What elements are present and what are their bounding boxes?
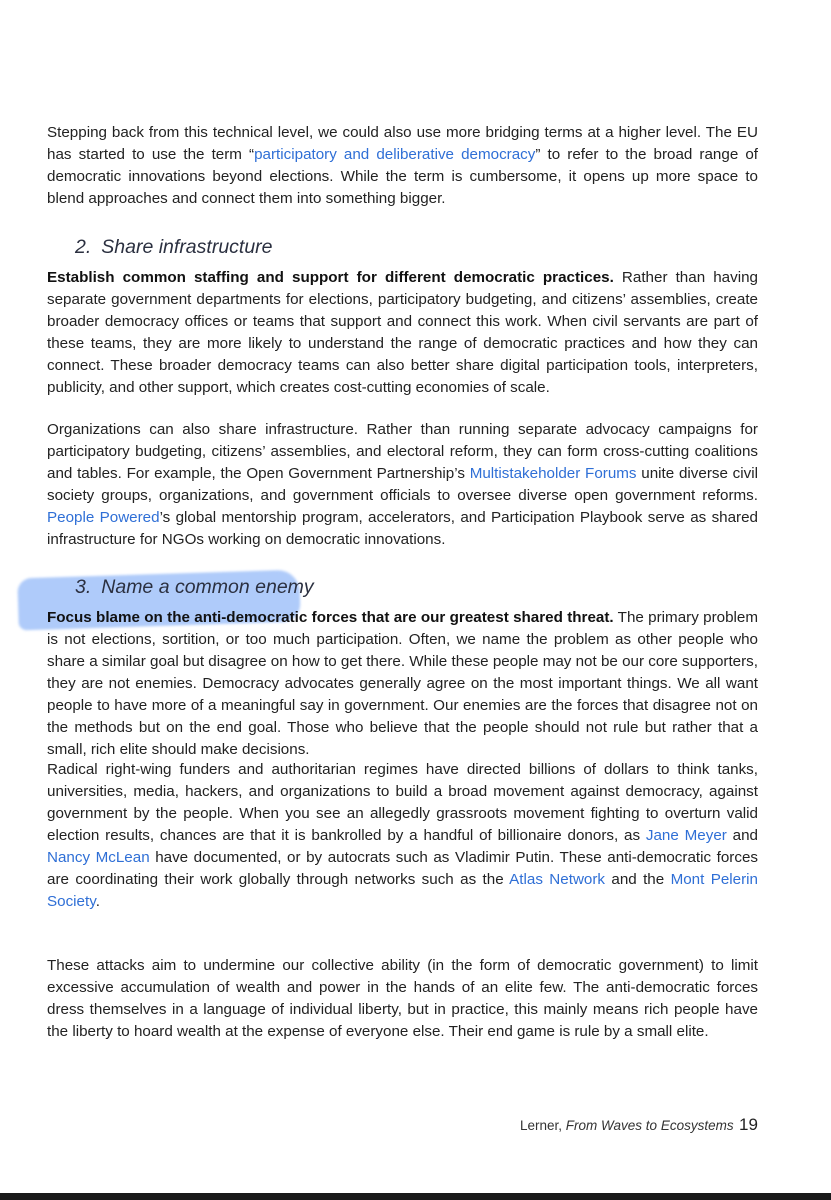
footer-author: Lerner, <box>520 1118 563 1133</box>
running-footer <box>520 1118 734 1133</box>
text: Stepping back from this technical level, we could also use more bridging terms at a higher level. The EU has started to use the term “ <box>47 124 758 163</box>
paragraph-bridging-terms <box>47 122 758 210</box>
text: unite diverse civil society groups, organizations, and government officials to oversee diverse open government reforms. <box>47 465 758 504</box>
link-participatory-deliberative-democracy[interactable]: participatory and deliberative democracy <box>254 146 536 163</box>
text: These attacks aim to undermine our collective ability (in the form of democratic government) to limit excessive accumulation of wealth and power in the hands of an elite few. The anti-democratic forces dress themselves in a language of individual liberty, but in practice, this mainly means rich people have the liberty to hoard wealth at the expense of everyone else. Their end game is rule by a small elite. <box>47 957 758 1040</box>
text: . <box>95 893 100 910</box>
link-jane-meyer[interactable]: Jane Meyer <box>645 827 727 844</box>
heading-number: 2. <box>75 236 92 258</box>
heading-title: Share infrastructure <box>101 236 273 258</box>
text: and <box>726 827 758 844</box>
paragraph-focus-blame <box>47 607 758 761</box>
link-atlas-network[interactable]: Atlas Network <box>509 871 606 888</box>
text: and the <box>605 871 671 888</box>
text: Organizations can also share infrastructure. Rather than running separate advocacy campaigns for participatory budgeting, citizens’ assemblies, and electoral reform, they can form cross-cutting coalitions and tables. For example, the Open Government Partnership’s <box>47 421 758 482</box>
paragraph-organizations <box>47 419 758 551</box>
footer-title: From Waves to Ecosystems <box>565 1118 734 1133</box>
paragraph-attacks <box>47 955 758 1043</box>
lead-sentence: Focus blame on the anti-democratic forces that are our greatest shared threat. <box>47 609 614 626</box>
link-people-powered[interactable]: People Powered <box>47 509 160 526</box>
heading-number: 3. <box>75 576 92 598</box>
bottom-bar <box>0 1193 831 1200</box>
heading-share-infrastructure <box>75 236 273 259</box>
text: Rather than having separate government departments for elections, participatory budgeting, and citizens’ assemblies, create broader democracy offices or teams that support and connect this work. When civil servants are part of these teams, they are more likely to understand the range of democratic practices and how they can connect. These broader democracy teams can also better share digital participation tools, interpreters, publicity, and other support, which creates cost-cutting economies of scale. <box>47 269 758 396</box>
link-nancy-mclean[interactable]: Nancy McLean <box>47 849 150 866</box>
link-mont-pelerin-society[interactable]: Mont Pelerin Society <box>47 871 758 910</box>
text: The primary problem is not elections, sortition, or too much participation. Often, we name the problem as other people who share a similar goal but disagree on how to get there. While these people may not be our core supporters, they are not enemies. Democracy advocates generally agree on the most important things. We all want people to have more of a meaningful say in government. Our enemies are the forces that disagree not on the methods but on the end goal. Those who believe that the people should not rule but rather that a small, rich elite should make decisions. <box>47 609 758 758</box>
text: ” to refer to the broad range of democratic innovations beyond elections. While the term is cumbersome, it opens up more space to blend approaches and connect them into something bigger. <box>47 146 759 207</box>
paragraph-common-staffing <box>47 267 758 399</box>
page-number: 19 <box>739 1115 758 1134</box>
text: have documented, or by autocrats such as Vladimir Putin. These anti-democratic forces are coordinating their work globally through networks such as the <box>47 849 758 888</box>
heading-name-common-enemy <box>75 576 314 599</box>
lead-sentence: Establish common staffing and support for different democratic practices. <box>47 269 614 286</box>
text: ’s global mentorship program, accelerators, and Participation Playbook serve as shared infrastructure for NGOs working on democratic innovations. <box>47 509 759 548</box>
heading-title: Name a common enemy <box>101 576 314 598</box>
link-multistakeholder-forums[interactable]: Multistakeholder Forums <box>469 465 637 482</box>
text: Radical right-wing funders and authoritarian regimes have directed billions of dollars to think tanks, universities, media, hackers, and organizations to build a broad movement against democracy, against government by the people. When you see an allegedly grassroots movement fighting to overturn valid election results, chances are that it is bankrolled by a handful of billionaire donors, as <box>47 761 758 844</box>
paragraph-radical-funders <box>47 759 758 913</box>
